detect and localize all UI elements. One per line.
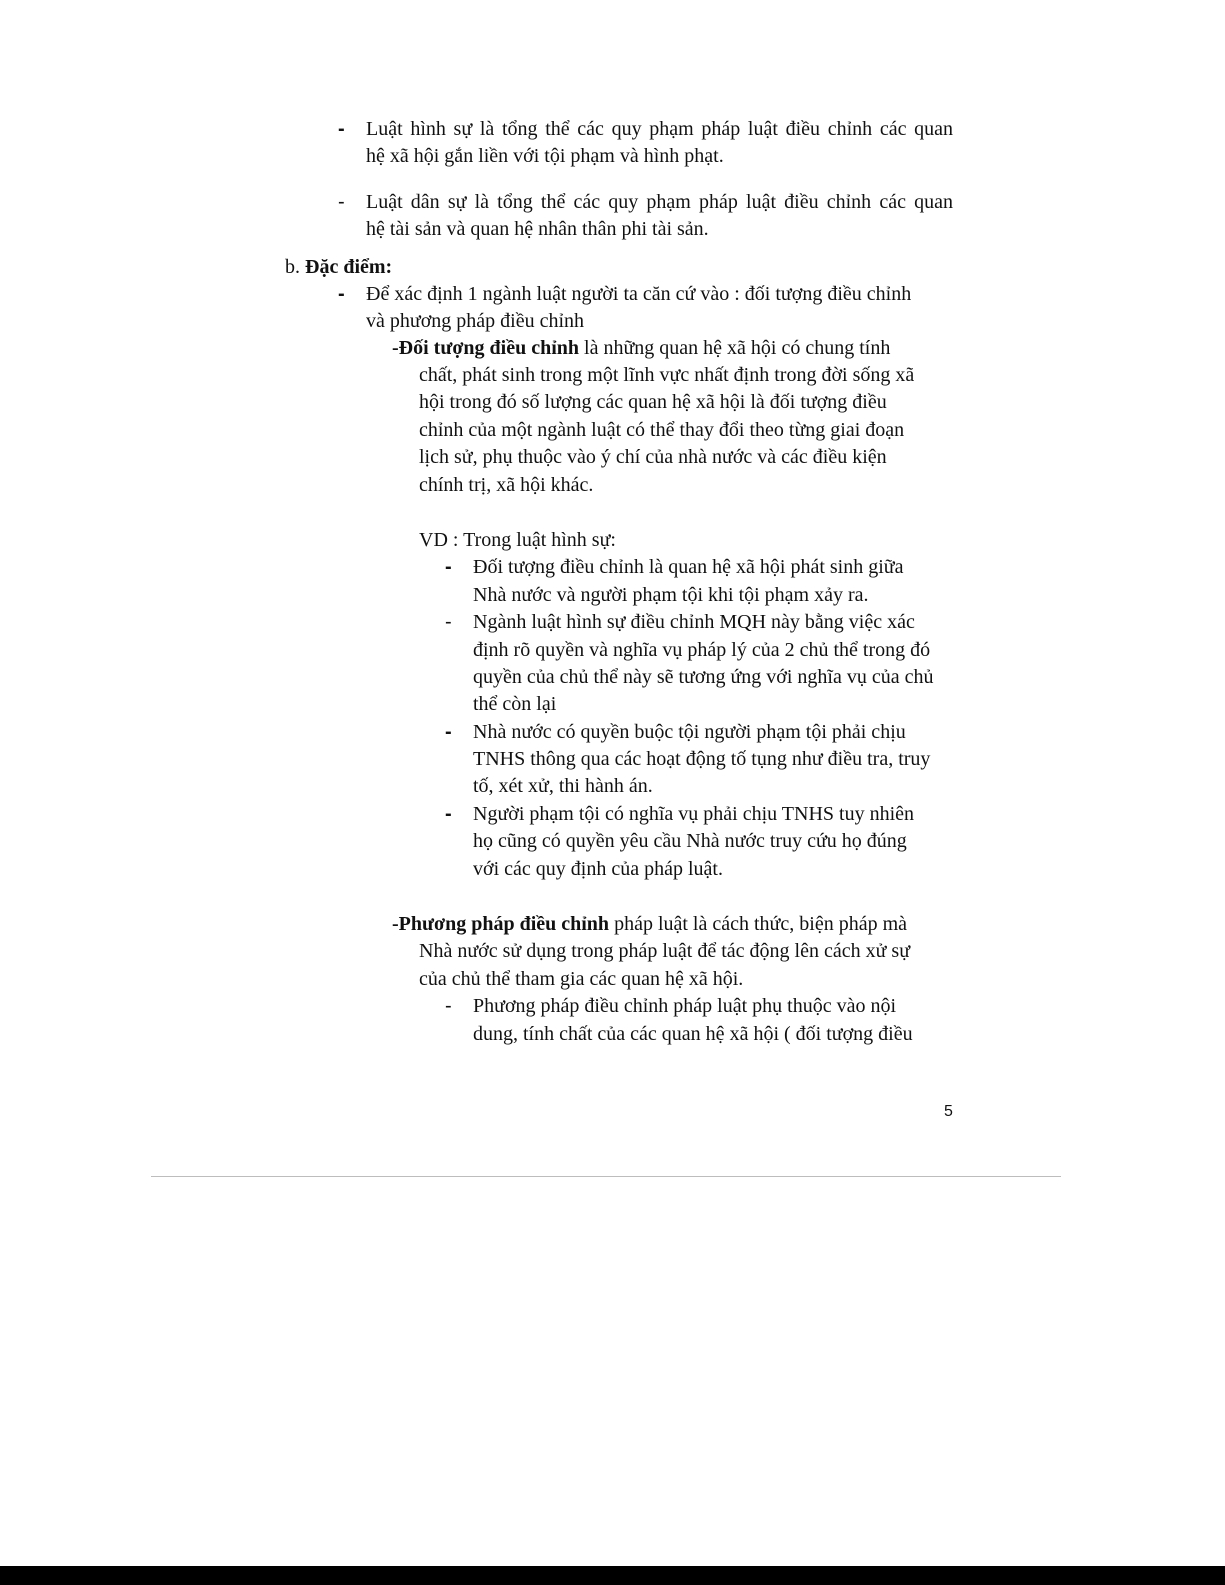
example-bullet-2-line-2: định rõ quyền và nghĩa vụ pháp lý của 2 chủ thể trong đó [473, 639, 931, 661]
criminal-law-definition-line-1: Luật hình sự là tổng thể các quy phạm pháp luật điều chỉnh các quan [366, 118, 953, 140]
example-bullet-3-line-1: Nhà nước có quyền buộc tội người phạm tội phải chịu [473, 721, 906, 743]
section-title: Đặc điểm: [305, 256, 393, 278]
subject-line-5: lịch sử, phụ thuộc vào ý chí của nhà nước và các điều kiện [419, 446, 887, 468]
civil-law-definition-line-1: Luật dân sự là tổng thể các quy phạm pháp luật điều chỉnh các quan [366, 191, 953, 213]
subject-term: -Đối tượng điều chỉnh [392, 337, 580, 359]
list-dash: - [445, 721, 452, 743]
list-dash: - [338, 191, 345, 213]
method-bullet-line-1: Phương pháp điều chỉnh pháp luật phụ thuộc vào nội [473, 995, 897, 1017]
subject-line-1 [392, 335, 890, 362]
example-bullet-2-line-4: thể còn lại [473, 693, 557, 715]
subject-line-1-text: là những quan hệ xã hội có chung tính [579, 337, 891, 359]
page-number: 5 [944, 1103, 953, 1120]
civil-law-definition-line-2: hệ tài sản và quan hệ nhân thân phi tài sản. [366, 218, 709, 240]
method-line-3: của chủ thể tham gia các quan hệ xã hội. [419, 968, 744, 990]
list-dash: - [445, 611, 452, 633]
example-bullet-3-line-3: tố, xét xử, thi hành án. [473, 775, 653, 797]
example-bullet-1-line-2: Nhà nước và người phạm tội khi tội phạm xảy ra. [473, 584, 869, 606]
method-line-1-text: pháp luật là cách thức, biện pháp mà [609, 913, 908, 935]
list-dash: - [338, 283, 345, 305]
method-line-1 [392, 911, 907, 938]
method-term: -Phương pháp điều chỉnh [392, 913, 610, 935]
example-heading: VD : Trong luật hình sự: [419, 529, 616, 551]
example-bullet-3-line-2: TNHS thông qua các hoạt động tố tụng như điều tra, truy [473, 748, 931, 770]
criteria-line-1: Để xác định 1 ngành luật người ta căn cứ vào : đối tượng điều chỉnh [366, 283, 912, 305]
example-bullet-4-line-1: Người phạm tội có nghĩa vụ phải chịu TNHS tuy nhiên [473, 803, 914, 825]
list-dash: - [445, 803, 452, 825]
method-bullet-line-2: dung, tính chất của các quan hệ xã hội ( đối tượng điều [473, 1023, 913, 1045]
section-prefix: b. [285, 256, 305, 278]
example-bullet-2-line-3: quyền của chủ thể này sẽ tương ứng với nghĩa vụ của chủ [473, 666, 934, 688]
example-bullet-2-line-1: Ngành luật hình sự điều chỉnh MQH này bằng việc xác [473, 611, 915, 633]
list-dash: - [445, 556, 452, 578]
subject-line-2: chất, phát sinh trong một lĩnh vực nhất định trong đời sống xã [419, 364, 915, 386]
subject-line-3: hội trong đó số lượng các quan hệ xã hội là đối tượng điều [419, 391, 887, 413]
criminal-law-definition-line-2: hệ xã hội gắn liền với tội phạm và hình phạt. [366, 145, 724, 167]
example-bullet-4-line-2: họ cũng có quyền yêu cầu Nhà nước truy cứu họ đúng [473, 830, 907, 852]
section-heading [285, 254, 392, 281]
subject-line-4: chỉnh của một ngành luật có thể thay đổi theo từng giai đoạn [419, 419, 905, 441]
method-line-2: Nhà nước sử dụng trong pháp luật để tác động lên cách xử sự [419, 940, 911, 962]
list-dash: - [445, 995, 452, 1017]
bottom-bar [0, 1566, 1225, 1585]
example-bullet-1-line-1: Đối tượng điều chỉnh là quan hệ xã hội phát sinh giữa [473, 556, 904, 578]
page-separator [151, 1176, 1061, 1177]
list-dash: - [338, 118, 345, 140]
subject-line-6: chính trị, xã hội khác. [419, 474, 594, 496]
example-bullet-4-line-3: với các quy định của pháp luật. [473, 858, 723, 880]
criteria-line-2: và phương pháp điều chỉnh [366, 310, 585, 332]
